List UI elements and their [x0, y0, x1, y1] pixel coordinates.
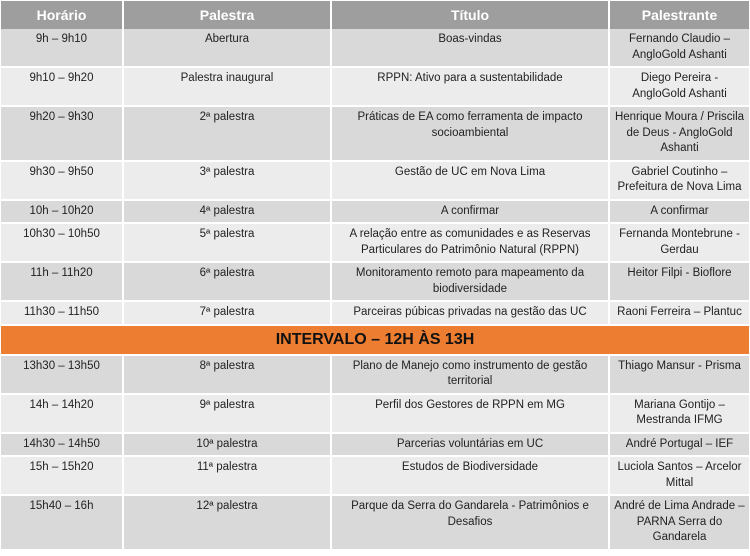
cell-talk: Abertura [123, 29, 331, 67]
cell-speaker: André de Lima Andrade – PARNA Serra do Gandarela [609, 495, 749, 550]
cell-title: Parceiras púbicas privadas na gestão das UC [331, 301, 609, 325]
cell-time: 9h – 9h10 [1, 29, 123, 67]
cell-talk: 11ª palestra [123, 456, 331, 495]
cell-speaker: Henrique Moura / Priscila de Deus - AngloGold Ashanti [609, 106, 749, 161]
cell-title: Parque da Serra do Gandarela - Patrimônios e Desafios [331, 495, 609, 550]
cell-talk: Palestra inaugural [123, 67, 331, 106]
cell-talk: 6ª palestra [123, 262, 331, 301]
table-row [1, 495, 749, 550]
cell-time: 11h30 – 11h50 [1, 301, 123, 325]
table-row [1, 200, 749, 224]
cell-time: 14h30 – 14h50 [1, 433, 123, 457]
header-speaker: Palestrante [609, 1, 749, 29]
header-title: Título [331, 1, 609, 29]
cell-title: Gestão de UC em Nova Lima [331, 161, 609, 200]
cell-talk: 3ª palestra [123, 161, 331, 200]
cell-time: 9h30 – 9h50 [1, 161, 123, 200]
cell-speaker: Diego Pereira - AngloGold Ashanti [609, 67, 749, 106]
table-row [1, 301, 749, 325]
cell-talk: 5ª palestra [123, 223, 331, 262]
cell-title: Estudos de Biodiversidade [331, 456, 609, 495]
cell-title: Monitoramento remoto para mapeamento da biodiversidade [331, 262, 609, 301]
break-row [1, 325, 749, 355]
cell-time: 11h – 11h20 [1, 262, 123, 301]
cell-time: 15h – 15h20 [1, 456, 123, 495]
cell-talk: 12ª palestra [123, 495, 331, 550]
table-row [1, 433, 749, 457]
cell-title: Práticas de EA como ferramenta de impacto socioambiental [331, 106, 609, 161]
cell-speaker: Fernanda Montebrune - Gerdau [609, 223, 749, 262]
table-row [1, 161, 749, 200]
table-row [1, 106, 749, 161]
cell-title: Parcerias voluntárias em UC [331, 433, 609, 457]
table-header [1, 1, 749, 29]
cell-talk: 9ª palestra [123, 394, 331, 433]
cell-title: RPPN: Ativo para a sustentabilidade [331, 67, 609, 106]
table-row [1, 223, 749, 262]
cell-title: Boas-vindas [331, 29, 609, 67]
cell-title: A relação entre as comunidades e as Reservas Particulares do Patrimônio Natural (RPPN) [331, 223, 609, 262]
header-talk: Palestra [123, 1, 331, 29]
cell-time: 9h10 – 9h20 [1, 67, 123, 106]
header-time: Horário [1, 1, 123, 29]
cell-time: 14h – 14h20 [1, 394, 123, 433]
table-row [1, 355, 749, 394]
table-row [1, 456, 749, 495]
cell-speaker: Gabriel Coutinho – Prefeitura de Nova Lima [609, 161, 749, 200]
cell-title: Perfil dos Gestores de RPPN em MG [331, 394, 609, 433]
cell-speaker: Mariana Gontijo – Mestranda IFMG [609, 394, 749, 433]
cell-time: 10h – 10h20 [1, 200, 123, 224]
table-row [1, 262, 749, 301]
cell-speaker: Fernando Claudio – AngloGold Ashanti [609, 29, 749, 67]
table-body [1, 29, 749, 550]
schedule-table [1, 1, 749, 551]
cell-time: 10h30 – 10h50 [1, 223, 123, 262]
cell-speaker: Raoni Ferreira – Plantuc [609, 301, 749, 325]
cell-time: 13h30 – 13h50 [1, 355, 123, 394]
cell-talk: 2ª palestra [123, 106, 331, 161]
cell-talk: 7ª palestra [123, 301, 331, 325]
cell-speaker: André Portugal – IEF [609, 433, 749, 457]
cell-speaker: Luciola Santos – Arcelor Mittal [609, 456, 749, 495]
cell-time: 9h20 – 9h30 [1, 106, 123, 161]
cell-speaker: Thiago Mansur - Prisma [609, 355, 749, 394]
cell-title: Plano de Manejo como instrumento de gestão territorial [331, 355, 609, 394]
cell-talk: 10ª palestra [123, 433, 331, 457]
table-row [1, 29, 749, 67]
cell-time: 15h40 – 16h [1, 495, 123, 550]
cell-title: A confirmar [331, 200, 609, 224]
cell-speaker: A confirmar [609, 200, 749, 224]
cell-talk: 8ª palestra [123, 355, 331, 394]
table-row [1, 67, 749, 106]
cell-speaker: Heitor Filpi - Bioflore [609, 262, 749, 301]
cell-talk: 4ª palestra [123, 200, 331, 224]
break-label: INTERVALO – 12H ÀS 13H [1, 325, 749, 355]
table-row [1, 394, 749, 433]
